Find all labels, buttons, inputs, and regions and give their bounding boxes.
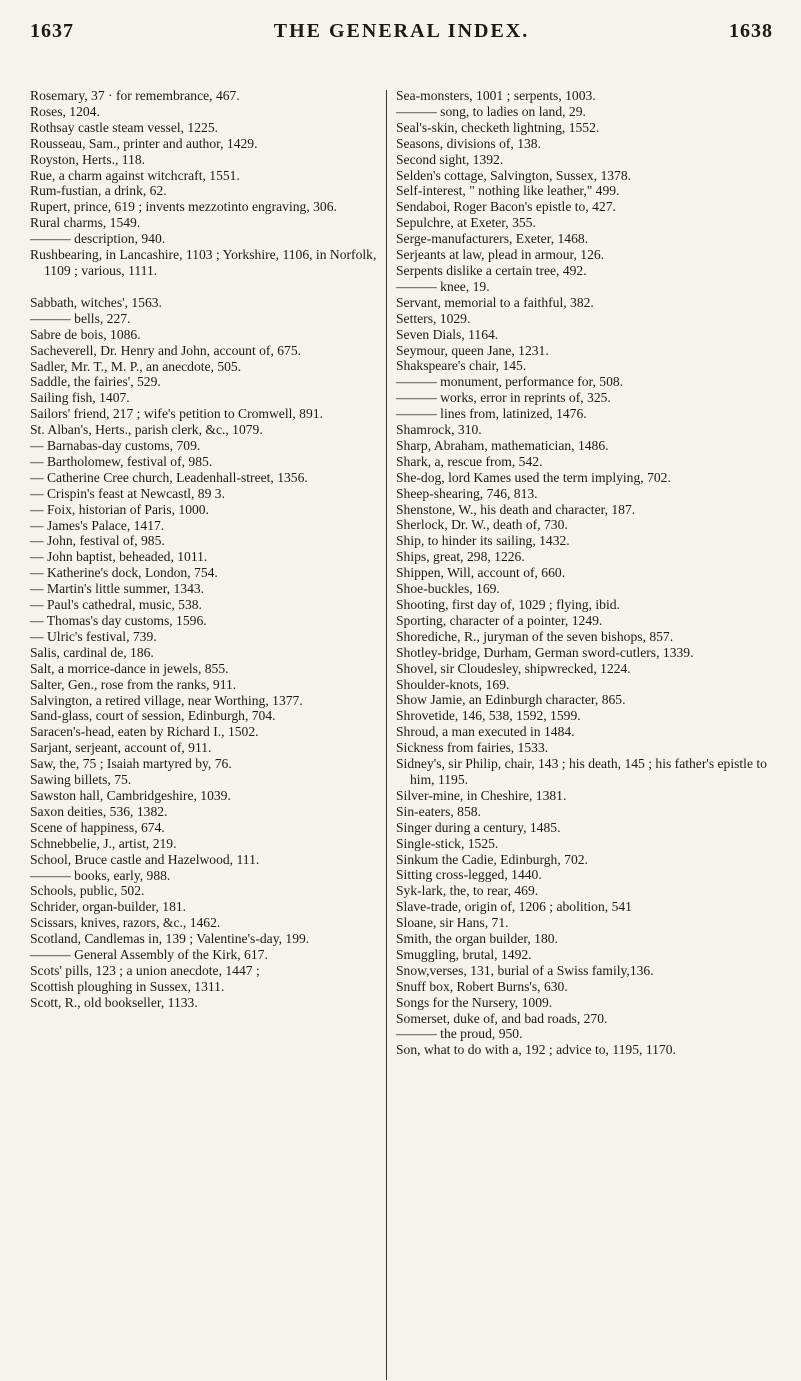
index-entry: Sailing fish, 1407. [30, 390, 130, 406]
index-entry: Salt, a morrice-dance in jewels, 855. [30, 660, 229, 676]
index-entry: Selden's cottage, Salvington, Sussex, 1378. [396, 167, 632, 183]
index-entry: Saracen's-head, eaten by Richard I., 1502. [30, 724, 259, 740]
index-entry: Schools, public, 502. [30, 883, 145, 899]
index-entry: Shorediche, R., juryman of the seven bishops, 857. [396, 628, 674, 644]
index-entry: Roses, 1204. [30, 103, 100, 119]
index-entry: Schrider, organ-builder, 181. [30, 899, 187, 915]
index-entry: Rosemary, 37 · for remembrance, 467. [30, 88, 240, 103]
index-entry: Sidney's, sir Philip, chair, 143 ; his death, 145 ; his father's epistle to him, 1195. [396, 756, 767, 787]
index-entry: Rupert, prince, 619 ; invents mezzotinto engraving, 306. [30, 199, 337, 215]
index-entry: ——— song, to ladies on land, 29. [396, 103, 586, 119]
index-entry: Saxon deities, 536, 1382. [30, 803, 168, 819]
index-entry: — Thomas's day customs, 1596. [30, 613, 207, 628]
index-entry: Shakspeare's chair, 145. [396, 358, 527, 374]
index-entry: Shenstone, W., his death and character, 187. [396, 501, 636, 517]
index-entry: Shoulder-knots, 169. [396, 676, 510, 692]
index-entry: Rushbearing, in Lancashire, 1103 ; Yorkshire, 1106, in Norfolk, 1109 ; various, 1111. [30, 247, 377, 278]
index-entry: Scott, R., old bookseller, 1133. [30, 994, 198, 1010]
index-entry: Scissars, knives, razors, &c., 1462. [30, 915, 221, 931]
index-entry: Sepulchre, at Exeter, 355. [396, 215, 536, 231]
index-entry: — Katherine's dock, London, 754. [30, 565, 218, 581]
index-entry: Sawston hall, Cambridgeshire, 1039. [30, 787, 231, 803]
index-entry: Son, what to do with a, 192 ; advice to, 1195, 1170. [396, 1042, 676, 1058]
index-entry: — Paul's cathedral, music, 538. [30, 597, 202, 613]
index-entry: Shotley-bridge, Durham, German sword-cutlers, 1339. [396, 644, 694, 660]
index-entry: Sand-glass, court of session, Edinburgh, 704. [30, 708, 276, 724]
index-entry: Scottish ploughing in Sussex, 1311. [30, 978, 225, 994]
index-entry: Shrovetide, 146, 538, 1592, 1599. [396, 708, 581, 724]
index-entry: Royston, Herts., 118. [30, 151, 146, 167]
index-entry: Sarjant, serjeant, account of, 911. [30, 740, 212, 756]
index-entry: — John, festival of, 985. [30, 533, 165, 549]
index-entry: Rousseau, Sam., printer and author, 1429. [30, 135, 258, 151]
index-entry: Serjeants at law, plead in armour, 126. [396, 247, 605, 263]
index-entry: She-dog, lord Kames used the term implying, 702. [396, 469, 671, 485]
index-entry: Sickness from fairies, 1533. [396, 740, 549, 756]
index-entry: Sherlock, Dr. W., death of, 730. [396, 517, 568, 533]
index-entry: Salter, Gen., rose from the ranks, 911. [30, 676, 237, 692]
index-entry: Smith, the organ builder, 180. [396, 931, 558, 947]
page-header [30, 20, 773, 60]
index-entry: Shippen, Will, account of, 660. [396, 565, 566, 581]
index-entry: Single-stick, 1525. [396, 835, 499, 851]
index-entry: Sin-eaters, 858. [396, 803, 481, 819]
index-entry: Servant, memorial to a faithful, 382. [396, 294, 594, 310]
index-entry: — Barnabas-day customs, 709. [30, 438, 201, 454]
index-entry: Sloane, sir Hans, 71. [396, 915, 509, 931]
index-entry: Shark, a, rescue from, 542. [396, 453, 543, 469]
index-entry: Sailors' friend, 217 ; wife's petition to Cromwell, 891. [30, 406, 323, 422]
index-entry: Sheep-shearing, 746, 813. [396, 485, 538, 501]
index-entry: Shoe-buckles, 169. [396, 581, 500, 597]
index-column-left [30, 88, 382, 1011]
index-entry: Self-interest, " nothing like leather," 499. [396, 183, 620, 199]
index-entry: Sawing billets, 75. [30, 772, 132, 788]
page-number-left: 1637 [30, 20, 74, 42]
running-title: THE GENERAL INDEX. [273, 20, 530, 42]
index-entry: Singer during a century, 1485. [396, 819, 561, 835]
index-entry: Rum-fustian, a drink, 62. [30, 183, 167, 199]
index-entry: — Bartholomew, festival of, 985. [30, 453, 213, 469]
index-entry: Rue, a charm against witchcraft, 1551. [30, 167, 240, 183]
index-entry: Saw, the, 75 ; Isaiah martyred by, 76. [30, 756, 232, 772]
index-entry: Second sight, 1392. [396, 151, 504, 167]
index-entry: St. Alban's, Herts., parish clerk, &c., 1079. [30, 422, 263, 438]
index-entry: Serpents dislike a certain tree, 492. [396, 262, 587, 278]
index-entry: Sharp, Abraham, mathematician, 1486. [396, 437, 609, 453]
index-entry: Sabbath, witches', 1563. [30, 294, 162, 310]
index-entry: Salvington, a retired village, near Worthing, 1377. [30, 692, 303, 708]
index-entry: Snuff box, Robert Burns's, 630. [396, 978, 568, 994]
index-entry: ——— the proud, 950. [396, 1026, 523, 1042]
index-entry: Scene of happiness, 674. [30, 819, 165, 835]
index-entry: Shovel, sir Cloudesley, shipwrecked, 1224. [396, 660, 631, 676]
index-entry: Salis, cardinal de, 186. [30, 644, 154, 660]
index-entry: Sitting cross-legged, 1440. [396, 867, 542, 883]
index-entry: Smuggling, brutal, 1492. [396, 946, 532, 962]
index-column-right [396, 88, 776, 1058]
index-entry: ——— monument, performance for, 508. [396, 374, 624, 390]
index-entry: Slave-trade, origin of, 1206 ; abolition, 541 [396, 899, 632, 915]
index-entry: Scots' pills, 123 ; a union anecdote, 1447 ; [30, 962, 260, 978]
index-entry: — James's Palace, 1417. [30, 517, 165, 533]
index-entry: Snow,verses, 131, burial of a Swiss family,136. [396, 962, 654, 978]
index-entry: Somerset, duke of, and bad roads, 270. [396, 1010, 608, 1026]
index-entry: Sendaboi, Roger Bacon's epistle to, 427. [396, 199, 616, 215]
index-entry: — Ulric's festival, 739. [30, 628, 157, 644]
index-entry: ——— bells, 227. [30, 310, 131, 326]
index-entry: Songs for the Nursery, 1009. [396, 994, 553, 1010]
index-entry: Rothsay castle steam vessel, 1225. [30, 119, 219, 135]
index-entry: Shroud, a man executed in 1484. [396, 724, 575, 740]
index-entry: — Martin's little summer, 1343. [30, 581, 205, 597]
index-entry: Schnebbelie, J., artist, 219. [30, 835, 177, 851]
index-entry: Sabre de bois, 1086. [30, 326, 141, 342]
index-entry: — John baptist, beheaded, 1011. [30, 549, 208, 565]
index-entry: Silver-mine, in Cheshire, 1381. [396, 787, 567, 803]
index-entry: ——— description, 940. [30, 231, 166, 247]
index-entry: Ship, to hinder its sailing, 1432. [396, 533, 570, 549]
index-entry: Shooting, first day of, 1029 ; flying, ibid. [396, 597, 620, 612]
index-entry: Ships, great, 298, 1226. [396, 549, 525, 565]
section-gap [30, 279, 382, 295]
index-entry: ——— works, error in reprints of, 325. [396, 390, 611, 406]
index-entry: Setters, 1029. [396, 310, 471, 326]
index-entry: — Crispin's feast at Newcastl, 89 3. [30, 485, 225, 501]
index-entry: School, Bruce castle and Hazelwood, 111. [30, 851, 260, 867]
index-entry: Saddle, the fairies', 529. [30, 374, 161, 390]
index-entry: — Catherine Cree church, Leadenhall-street, 1356. [30, 469, 308, 485]
index-entry: ——— books, early, 988. [30, 867, 171, 883]
index-entry: Shamrock, 310. [396, 422, 482, 438]
index-entry: Rural charms, 1549. [30, 215, 141, 231]
index-entry: Seasons, divisions of, 138. [396, 135, 542, 151]
index-entry: Seven Dials, 1164. [396, 326, 499, 342]
index-entry: Sea-monsters, 1001 ; serpents, 1003. [396, 88, 596, 103]
index-entry: Sadler, Mr. T., M. P., an anecdote, 505. [30, 358, 242, 374]
index-entry: Sporting, character of a pointer, 1249. [396, 612, 603, 628]
index-entry: — Foix, historian of Paris, 1000. [30, 501, 209, 517]
index-entry: Sacheverell, Dr. Henry and John, account of, 675. [30, 342, 302, 358]
index-entry: Show Jamie, an Edinburgh character, 865. [396, 692, 626, 708]
index-entry: ——— lines from, latinized, 1476. [396, 406, 587, 422]
page-number-right: 1638 [729, 20, 773, 42]
index-entry: ——— General Assembly of the Kirk, 617. [30, 947, 268, 963]
index-entry: Serge-manufacturers, Exeter, 1468. [396, 231, 589, 247]
index-entry: Seymour, queen Jane, 1231. [396, 342, 549, 358]
index-entry: ——— knee, 19. [396, 278, 490, 294]
index-entry: Syk-lark, the, to rear, 469. [396, 883, 539, 899]
column-divider [386, 90, 387, 1380]
index-entry: Sinkum the Cadie, Edinburgh, 702. [396, 851, 588, 867]
index-entry: Scotland, Candlemas in, 139 ; Valentine's-day, 199. [30, 931, 310, 947]
index-entry: Seal's-skin, checketh lightning, 1552. [396, 119, 600, 135]
